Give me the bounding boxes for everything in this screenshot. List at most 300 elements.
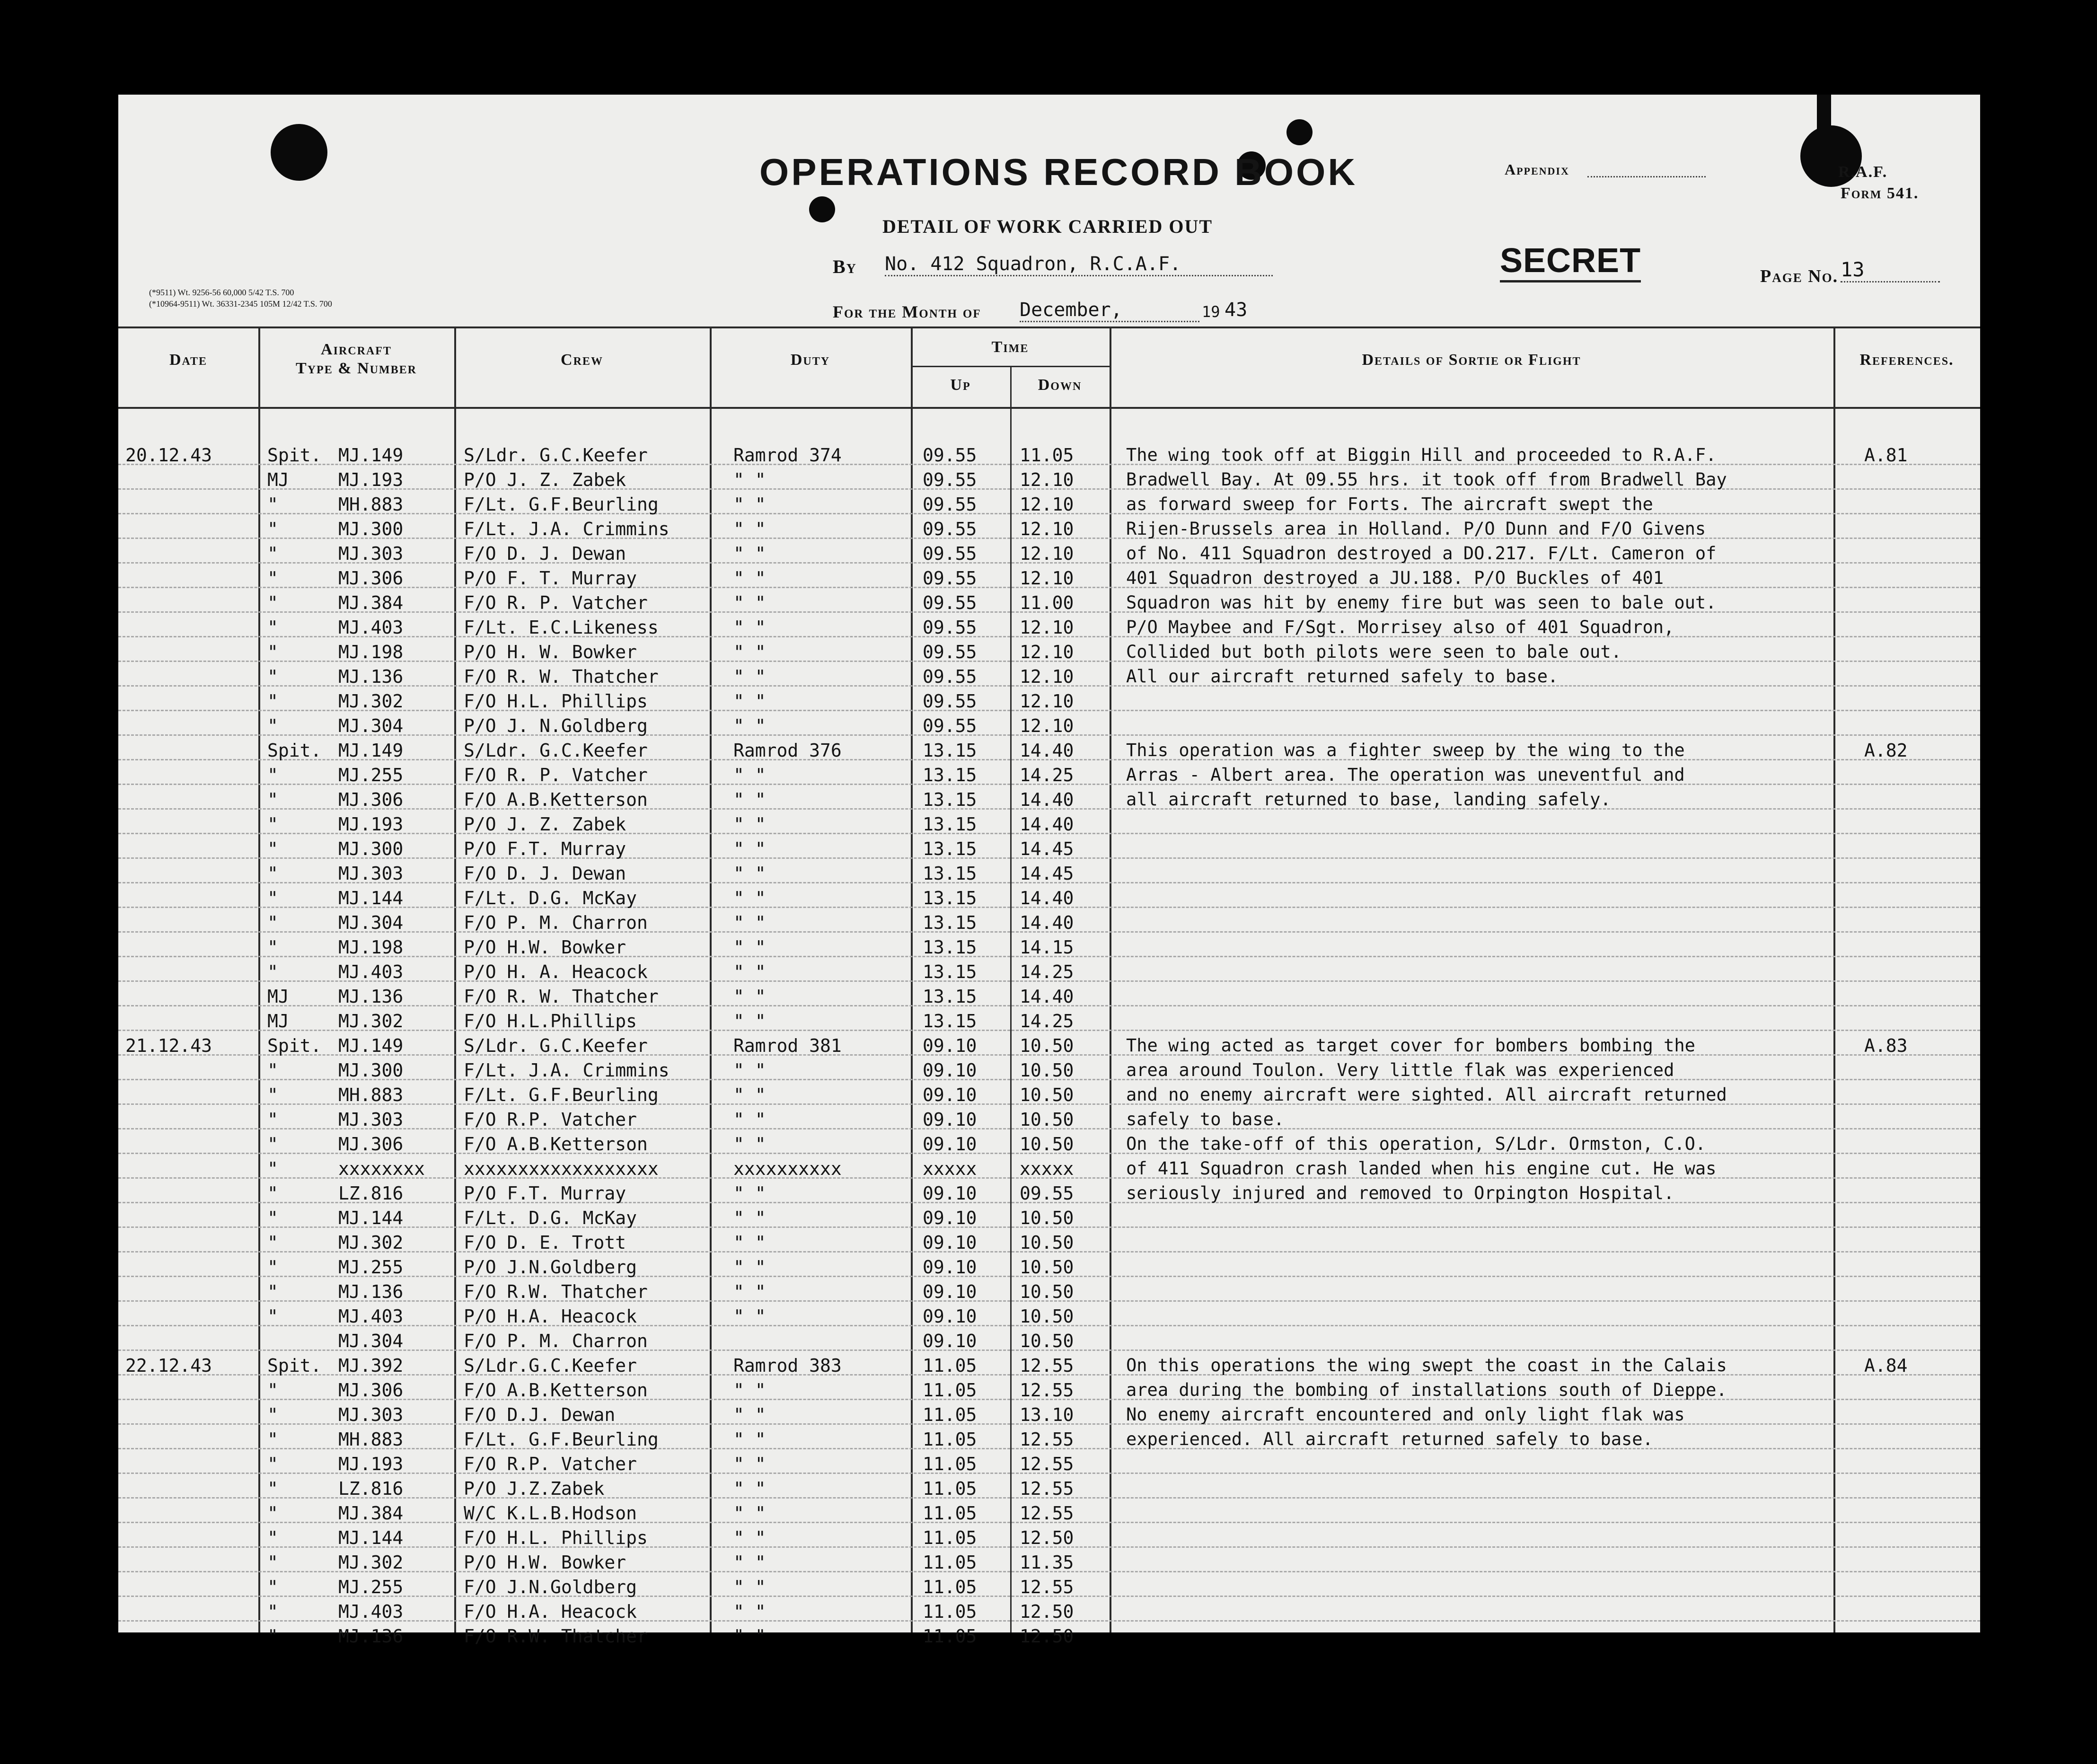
detail-line: Arras - Albert area. The operation was uneventful and — [1126, 765, 1685, 785]
crew-cell: F/Lt. E.C.Likeness — [464, 617, 659, 638]
crew-cell: F/O J.N.Goldberg — [464, 1577, 637, 1597]
time-up-cell: 09.55 — [923, 617, 977, 638]
aircraft-number-cell: MJ.300 — [338, 838, 404, 859]
duty-cell: " " — [733, 1577, 766, 1597]
duty-cell: xxxxxxxxxx — [733, 1158, 842, 1179]
crew-cell: F/O R. W. Thatcher — [464, 986, 659, 1007]
aircraft-number-cell: LZ.816 — [338, 1183, 404, 1204]
crew-cell: F/Lt. G.F.Beurling — [464, 1429, 659, 1450]
detail-line: No enemy aircraft encountered and only light flak was — [1126, 1404, 1685, 1425]
duty-cell: " " — [733, 1109, 766, 1130]
duty-cell: Ramrod 374 — [733, 445, 842, 466]
crew-cell: P/O F. T. Murray — [464, 568, 637, 589]
aircraft-type-cell: " — [267, 1158, 278, 1179]
time-down-cell: xxxxx — [1020, 1158, 1074, 1179]
crew-cell: F/O R.W. Thatcher — [464, 1626, 648, 1647]
duty-cell: Ramrod 376 — [733, 740, 842, 761]
time-up-cell: 11.05 — [923, 1601, 977, 1622]
time-up-cell: 11.05 — [923, 1478, 977, 1499]
crew-cell: F/O H.L. Phillips — [464, 691, 648, 712]
time-down-cell: 12.10 — [1020, 469, 1074, 490]
time-down-cell: 12.10 — [1020, 543, 1074, 564]
aircraft-number-cell: MJ.300 — [338, 519, 404, 539]
aircraft-type-cell: " — [267, 691, 278, 712]
record-sheet — [118, 95, 1980, 1647]
crew-cell: F/O H.L.Phillips — [464, 1011, 637, 1032]
aircraft-type-cell: " — [267, 1281, 278, 1302]
detail-blocks — [118, 326, 1980, 1632]
duty-cell: " " — [733, 1208, 766, 1228]
aircraft-type-cell: Spit. — [267, 740, 322, 761]
header-aircraft-line2: Type & Number — [296, 360, 417, 377]
crew-cell: F/Lt. D.G. McKay — [464, 1208, 637, 1228]
aircraft-type-cell: " — [267, 519, 278, 539]
aircraft-type-cell: MJ — [267, 469, 289, 490]
aircraft-number-cell: MJ.302 — [338, 1011, 404, 1032]
time-up-cell: 13.15 — [923, 961, 977, 982]
time-down-cell: 12.10 — [1020, 642, 1074, 662]
aircraft-number-cell: MJ.384 — [338, 592, 404, 613]
time-down-cell: 10.50 — [1020, 1281, 1074, 1302]
time-down-cell: 14.25 — [1020, 1011, 1074, 1032]
time-down-cell: 14.40 — [1020, 912, 1074, 933]
crew-cell: S/Ldr. G.C.Keefer — [464, 445, 648, 466]
aircraft-number-cell: MJ.302 — [338, 691, 404, 712]
time-up-cell: 09.55 — [923, 469, 977, 490]
time-up-cell: 09.10 — [923, 1134, 977, 1155]
time-down-cell: 12.10 — [1020, 691, 1074, 712]
aircraft-type-cell: " — [267, 1626, 278, 1647]
time-up-cell: 09.55 — [923, 642, 977, 662]
aircraft-type-cell: " — [267, 543, 278, 564]
crew-cell: F/O R. P. Vatcher — [464, 765, 648, 785]
duty-cell: " " — [733, 691, 766, 712]
aircraft-type-cell: " — [267, 863, 278, 884]
aircraft-number-cell: MJ.304 — [338, 1331, 404, 1351]
header-details: Details of Sortie or Flight — [1362, 351, 1581, 369]
time-up-cell: 09.10 — [923, 1281, 977, 1302]
aircraft-number-cell: MJ.302 — [338, 1552, 404, 1573]
aircraft-type-cell: " — [267, 666, 278, 687]
aircraft-number-cell: MJ.300 — [338, 1060, 404, 1081]
header-date: Date — [169, 351, 208, 369]
time-down-cell: 12.10 — [1020, 666, 1074, 687]
duty-cell: " " — [733, 888, 766, 908]
crew-cell: F/O R.W. Thatcher — [464, 1281, 648, 1302]
time-down-cell: 12.10 — [1020, 568, 1074, 589]
crew-cell: P/O H. W. Bowker — [464, 642, 637, 662]
punch-hole — [809, 196, 835, 222]
aircraft-type-cell: " — [267, 888, 278, 908]
aircraft-number-cell: MJ.149 — [338, 445, 404, 466]
time-up-cell: 09.55 — [923, 666, 977, 687]
aircraft-type-cell: " — [267, 765, 278, 785]
time-up-cell: 13.15 — [923, 937, 977, 958]
time-down-cell: 12.10 — [1020, 519, 1074, 539]
time-down-cell: 11.05 — [1020, 445, 1074, 466]
duty-cell: " " — [733, 715, 766, 736]
punch-hole — [1817, 95, 1831, 137]
header-aircraft-line1: Aircraft — [321, 341, 392, 358]
duty-cell: Ramrod 383 — [733, 1355, 842, 1376]
detail-line: On this operations the wing swept the coast in the Calais — [1126, 1355, 1727, 1376]
duty-cell: " " — [733, 1085, 766, 1105]
time-down-cell: 14.40 — [1020, 789, 1074, 810]
duty-cell: " " — [733, 1601, 766, 1622]
duty-cell: " " — [733, 1257, 766, 1278]
reference-cell: A.81 — [1864, 445, 1908, 466]
page-label: Page No. — [1760, 266, 1839, 286]
time-up-cell: 09.10 — [923, 1208, 977, 1228]
crew-cell: P/O J. Z. Zabek — [464, 814, 626, 835]
crew-cell: F/O R.P. Vatcher — [464, 1109, 637, 1130]
time-up-cell: 09.10 — [923, 1257, 977, 1278]
aircraft-type-cell: " — [267, 1232, 278, 1253]
duty-cell: " " — [733, 1429, 766, 1450]
detail-line: as forward sweep for Forts. The aircraft swept the — [1126, 494, 1653, 514]
duty-cell: " " — [733, 789, 766, 810]
duty-cell: " " — [733, 814, 766, 835]
detail-line: of 411 Squadron crash landed when his engine cut. He was — [1126, 1158, 1717, 1179]
aircraft-type-cell: " — [267, 592, 278, 613]
aircraft-number-cell: MJ.255 — [338, 1257, 404, 1278]
date-cell: 21.12.43 — [125, 1035, 212, 1056]
aircraft-type-cell: " — [267, 937, 278, 958]
crew-cell: S/Ldr. G.C.Keefer — [464, 740, 648, 761]
aircraft-number-cell: MJ.403 — [338, 1306, 404, 1327]
time-up-cell: 09.55 — [923, 691, 977, 712]
crew-cell: P/O H.W. Bowker — [464, 1552, 626, 1573]
duty-cell: " " — [733, 1281, 766, 1302]
duty-cell: " " — [733, 1503, 766, 1524]
crew-cell: F/O R.P. Vatcher — [464, 1454, 637, 1474]
time-down-cell: 10.50 — [1020, 1109, 1074, 1130]
time-up-cell: 13.15 — [923, 789, 977, 810]
reference-cell: A.84 — [1864, 1355, 1908, 1376]
detail-line: P/O Maybee and F/Sgt. Morrisey also of 401 Squadron, — [1126, 617, 1674, 637]
crew-cell: F/O R. W. Thatcher — [464, 666, 659, 687]
time-down-cell: 10.50 — [1020, 1232, 1074, 1253]
time-down-cell: 14.25 — [1020, 961, 1074, 982]
duty-cell: " " — [733, 519, 766, 539]
time-down-cell: 12.10 — [1020, 617, 1074, 638]
time-down-cell: 12.55 — [1020, 1429, 1074, 1450]
aircraft-number-cell: MJ.403 — [338, 617, 404, 638]
aircraft-type-cell: " — [267, 1085, 278, 1105]
time-down-cell: 11.35 — [1020, 1552, 1074, 1573]
time-up-cell: 09.55 — [923, 568, 977, 589]
crew-cell: P/O J. Z. Zabek — [464, 469, 626, 490]
time-up-cell: 09.10 — [923, 1035, 977, 1056]
duty-cell: " " — [733, 765, 766, 785]
detail-line: safely to base. — [1126, 1109, 1285, 1129]
aircraft-type-cell: " — [267, 1404, 278, 1425]
time-up-cell: 09.55 — [923, 715, 977, 736]
crew-cell: P/O H.A. Heacock — [464, 1306, 637, 1327]
aircraft-type-cell: " — [267, 1060, 278, 1081]
time-down-cell: 12.50 — [1020, 1601, 1074, 1622]
crew-cell: F/Lt. J.A. Crimmins — [464, 1060, 670, 1081]
aircraft-number-cell: MJ.306 — [338, 568, 404, 589]
time-down-cell: 10.50 — [1020, 1331, 1074, 1351]
duty-cell: Ramrod 381 — [733, 1035, 842, 1056]
time-up-cell: 13.15 — [923, 838, 977, 859]
detail-line: all aircraft returned to base, landing safely. — [1126, 789, 1611, 810]
aircraft-type-cell: " — [267, 789, 278, 810]
duty-cell: " " — [733, 642, 766, 662]
time-up-cell: 13.15 — [923, 912, 977, 933]
crew-cell: P/O H.W. Bowker — [464, 937, 626, 958]
time-up-cell: 11.05 — [923, 1454, 977, 1474]
time-up-cell: 13.15 — [923, 814, 977, 835]
time-down-cell: 13.10 — [1020, 1404, 1074, 1425]
time-down-cell: 14.15 — [1020, 937, 1074, 958]
header-down: Down — [1038, 376, 1082, 394]
month-label: For the Month of — [833, 302, 981, 321]
crew-cell: F/O H.A. Heacock — [464, 1601, 637, 1622]
time-up-cell: 09.55 — [923, 445, 977, 466]
time-up-cell: 11.05 — [923, 1355, 977, 1376]
raf-form-line2: Form 541. — [1841, 185, 1919, 202]
aircraft-number-cell: MJ.193 — [338, 1454, 404, 1474]
time-down-cell: 14.25 — [1020, 765, 1074, 785]
crew-cell: F/O A.B.Ketterson — [464, 789, 648, 810]
crew-cell: F/O R. P. Vatcher — [464, 592, 648, 613]
aircraft-type-cell: " — [267, 1429, 278, 1450]
crew-cell: S/Ldr. G.C.Keefer — [464, 1035, 648, 1056]
crew-cell: F/O P. M. Charron — [464, 1331, 648, 1351]
month-value: December, — [1020, 299, 1199, 322]
time-up-cell: 11.05 — [923, 1404, 977, 1425]
aircraft-type-cell: " — [267, 1380, 278, 1401]
time-down-cell: 12.55 — [1020, 1503, 1074, 1524]
aircraft-type-cell: Spit. — [267, 1355, 322, 1376]
aircraft-type-cell: " — [267, 1257, 278, 1278]
detail-line: of No. 411 Squadron destroyed a DO.217. F/Lt. Cameron of — [1126, 543, 1717, 564]
crew-cell: P/O J.N.Goldberg — [464, 1257, 637, 1278]
time-down-cell: 14.40 — [1020, 888, 1074, 908]
aircraft-type-cell: " — [267, 1478, 278, 1499]
aircraft-type-cell: " — [267, 838, 278, 859]
time-down-cell: 12.50 — [1020, 1626, 1074, 1647]
duty-cell: " " — [733, 1626, 766, 1647]
detail-line: On the take-off of this operation, S/Ldr. Ormston, C.O. — [1126, 1134, 1706, 1154]
crew-cell: P/O J.Z.Zabek — [464, 1478, 605, 1499]
aircraft-number-cell: MJ.255 — [338, 765, 404, 785]
aircraft-number-cell: MJ.198 — [338, 642, 404, 662]
aircraft-number-cell: MH.883 — [338, 494, 404, 515]
aircraft-number-cell: MJ.303 — [338, 863, 404, 884]
aircraft-type-cell: " — [267, 568, 278, 589]
time-up-cell: 09.55 — [923, 519, 977, 539]
aircraft-number-cell: MJ.306 — [338, 1134, 404, 1155]
crew-cell: P/O F.T. Murray — [464, 1183, 626, 1204]
date-cell: 22.12.43 — [125, 1355, 212, 1376]
time-down-cell: 12.50 — [1020, 1527, 1074, 1548]
crew-cell: xxxxxxxxxxxxxxxxxx — [464, 1158, 659, 1179]
print-code-1: (*9511) Wt. 9256-56 60,000 5/42 T.S. 700 — [149, 288, 294, 297]
aircraft-type-cell: " — [267, 961, 278, 982]
time-down-cell: 10.50 — [1020, 1060, 1074, 1081]
aircraft-number-cell: MJ.392 — [338, 1355, 404, 1376]
time-down-cell: 10.50 — [1020, 1257, 1074, 1278]
aircraft-type-cell: " — [267, 494, 278, 515]
date-cell: 20.12.43 — [125, 445, 212, 466]
time-down-cell: 10.50 — [1020, 1035, 1074, 1056]
by-label: By — [833, 256, 857, 277]
crew-cell: F/O A.B.Ketterson — [464, 1134, 648, 1155]
punch-hole — [1286, 119, 1313, 145]
duty-cell: " " — [733, 1454, 766, 1474]
aircraft-type-cell: " — [267, 1601, 278, 1622]
aircraft-number-cell: MJ.255 — [338, 1577, 404, 1597]
punch-hole — [271, 124, 327, 181]
header-time: Time — [991, 338, 1029, 356]
time-up-cell: 09.10 — [923, 1085, 977, 1105]
time-up-cell: 09.10 — [923, 1109, 977, 1130]
form-title: OPERATIONS RECORD BOOK — [759, 151, 1358, 193]
crew-cell: F/Lt. D.G. McKay — [464, 888, 637, 908]
time-up-cell: 13.15 — [923, 1011, 977, 1032]
aircraft-type-cell: " — [267, 642, 278, 662]
aircraft-type-cell: " — [267, 1527, 278, 1548]
duty-cell: " " — [733, 912, 766, 933]
unit-name: No. 412 Squadron, R.C.A.F. — [885, 253, 1273, 276]
duty-cell: " " — [733, 863, 766, 884]
time-up-cell: 09.10 — [923, 1232, 977, 1253]
aircraft-number-cell: MH.883 — [338, 1085, 404, 1105]
appendix-blank — [1587, 176, 1706, 177]
raf-form-line1: R.A.F. — [1838, 163, 1888, 181]
time-up-cell: 13.15 — [923, 863, 977, 884]
time-down-cell: 12.10 — [1020, 715, 1074, 736]
aircraft-number-cell: MJ.149 — [338, 1035, 404, 1056]
crew-cell: S/Ldr.G.C.Keefer — [464, 1355, 637, 1376]
classification-stamp: SECRET — [1500, 241, 1641, 282]
detail-line: experienced. All aircraft returned safely to base. — [1126, 1429, 1653, 1449]
header-references: References. — [1859, 351, 1954, 369]
time-up-cell: 09.10 — [923, 1306, 977, 1327]
duty-cell: " " — [733, 961, 766, 982]
duty-cell: " " — [733, 838, 766, 859]
aircraft-number-cell: MJ.198 — [338, 937, 404, 958]
year-prefix: 19 — [1202, 303, 1220, 321]
duty-cell: " " — [733, 937, 766, 958]
duty-cell: " " — [733, 1478, 766, 1499]
header-duty: Duty — [790, 351, 830, 369]
aircraft-number-cell: LZ.816 — [338, 1478, 404, 1499]
time-down-cell: 14.40 — [1020, 986, 1074, 1007]
form-subtitle: DETAIL OF WORK CARRIED OUT — [882, 216, 1213, 237]
time-up-cell: 13.15 — [923, 888, 977, 908]
record-table — [118, 326, 1980, 1647]
time-down-cell: 10.50 — [1020, 1208, 1074, 1228]
time-down-cell: 10.50 — [1020, 1085, 1074, 1105]
crew-cell: F/O D.J. Dewan — [464, 1404, 616, 1425]
duty-cell: " " — [733, 1306, 766, 1327]
crew-cell: F/Lt. G.F.Beurling — [464, 1085, 659, 1105]
detail-line: Collided but both pilots were seen to bale out. — [1126, 642, 1621, 662]
aircraft-type-cell: " — [267, 1454, 278, 1474]
aircraft-type-cell: " — [267, 1306, 278, 1327]
time-up-cell: 09.55 — [923, 543, 977, 564]
aircraft-number-cell: MJ.304 — [338, 715, 404, 736]
duty-cell: " " — [733, 568, 766, 589]
crew-cell: P/O F.T. Murray — [464, 838, 626, 859]
time-down-cell: 14.45 — [1020, 838, 1074, 859]
duty-cell: " " — [733, 1552, 766, 1573]
time-down-cell: 12.55 — [1020, 1380, 1074, 1401]
time-down-cell: 12.55 — [1020, 1577, 1074, 1597]
aircraft-number-cell: MJ.384 — [338, 1503, 404, 1524]
aircraft-number-cell: MH.883 — [338, 1429, 404, 1450]
time-down-cell: 12.55 — [1020, 1454, 1074, 1474]
time-up-cell: 11.05 — [923, 1380, 977, 1401]
aircraft-type-cell: Spit. — [267, 445, 322, 466]
crew-cell: F/O D. J. Dewan — [464, 863, 626, 884]
aircraft-number-cell: MJ.304 — [338, 912, 404, 933]
time-down-cell: 12.10 — [1020, 494, 1074, 515]
time-down-cell: 11.00 — [1020, 592, 1074, 613]
aircraft-number-cell: MJ.403 — [338, 961, 404, 982]
detail-line: and no enemy aircraft were sighted. All aircraft returned — [1126, 1085, 1727, 1105]
aircraft-type-cell: Spit. — [267, 1035, 322, 1056]
time-up-cell: 09.10 — [923, 1183, 977, 1204]
aircraft-type-cell: " — [267, 1552, 278, 1573]
detail-line: 401 Squadron destroyed a JU.188. P/O Buckles of 401 — [1126, 568, 1664, 588]
time-down-cell: 10.50 — [1020, 1134, 1074, 1155]
aircraft-type-cell: " — [267, 1503, 278, 1524]
crew-cell: F/O H.L. Phillips — [464, 1527, 648, 1548]
crew-cell: F/Lt. G.F.Beurling — [464, 494, 659, 515]
detail-line: area around Toulon. Very little flak was experienced — [1126, 1060, 1674, 1080]
time-up-cell: 11.05 — [923, 1429, 977, 1450]
time-down-cell: 09.55 — [1020, 1183, 1074, 1204]
time-up-cell: 13.15 — [923, 740, 977, 761]
aircraft-number-cell: MJ.303 — [338, 1109, 404, 1130]
crew-cell: P/O J. N.Goldberg — [464, 715, 648, 736]
time-up-cell: 11.05 — [923, 1527, 977, 1548]
crew-cell: F/O D. E. Trott — [464, 1232, 626, 1253]
time-up-cell: 13.15 — [923, 765, 977, 785]
duty-cell: " " — [733, 666, 766, 687]
duty-cell: " " — [733, 1232, 766, 1253]
aircraft-type-cell: " — [267, 912, 278, 933]
duty-cell: " " — [733, 1011, 766, 1032]
detail-line: Bradwell Bay. At 09.55 hrs. it took off from Bradwell Bay — [1126, 469, 1727, 490]
detail-line: The wing took off at Biggin Hill and proceeded to R.A.F. — [1126, 445, 1717, 465]
time-down-cell: 14.40 — [1020, 814, 1074, 835]
page-number: 13 — [1841, 258, 1940, 282]
aircraft-number-cell: MJ.136 — [338, 1281, 404, 1302]
time-down-cell: 12.55 — [1020, 1478, 1074, 1499]
time-up-cell: 13.15 — [923, 986, 977, 1007]
aircraft-number-cell: MJ.303 — [338, 1404, 404, 1425]
reference-cell: A.83 — [1864, 1035, 1908, 1056]
aircraft-type-cell: " — [267, 1183, 278, 1204]
duty-cell: " " — [733, 617, 766, 638]
time-up-cell: 11.05 — [923, 1552, 977, 1573]
time-down-cell: 12.55 — [1020, 1355, 1074, 1376]
header-crew: Crew — [561, 351, 603, 369]
print-code-2: (*10964-9511) Wt. 36331-2345 105M 12/42 T.S. 700 — [149, 299, 332, 309]
time-up-cell: 09.55 — [923, 592, 977, 613]
time-up-cell: xxxxx — [923, 1158, 977, 1179]
header-up: Up — [950, 376, 971, 394]
duty-cell: " " — [733, 592, 766, 613]
crew-cell: F/O A.B.Ketterson — [464, 1380, 648, 1401]
aircraft-number-cell: MJ.193 — [338, 814, 404, 835]
